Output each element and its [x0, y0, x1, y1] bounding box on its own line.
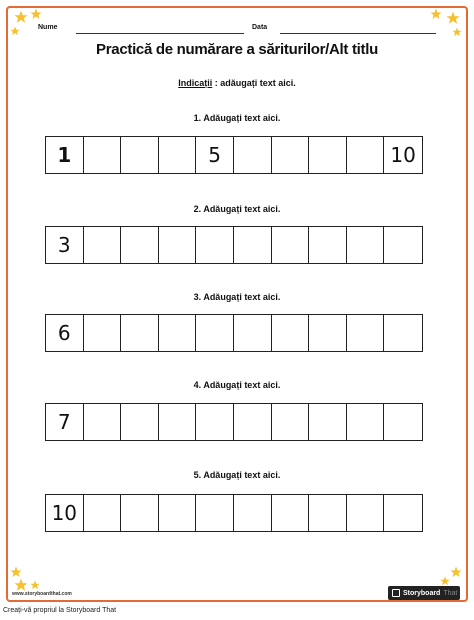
- number-row: [45, 136, 423, 174]
- number-cell[interactable]: 6: [46, 315, 84, 351]
- number-cell[interactable]: [159, 495, 197, 531]
- number-cell[interactable]: [196, 227, 234, 263]
- instructions-label: Indicații: [178, 78, 213, 88]
- storyboard-logo-suffix: That: [443, 589, 458, 597]
- star-icon: [452, 27, 462, 37]
- problem-title: 1. Adăugați text aici.: [193, 113, 281, 123]
- number-cell[interactable]: [384, 227, 422, 263]
- number-cell[interactable]: [121, 227, 159, 263]
- number-cell[interactable]: [309, 227, 347, 263]
- star-icon: [30, 8, 42, 20]
- star-icon: [450, 566, 462, 578]
- problem-title: 2. Adăugați text aici.: [193, 204, 281, 214]
- number-cell[interactable]: [347, 404, 385, 440]
- storyboard-logo[interactable]: [388, 586, 460, 600]
- star-icon: [10, 26, 20, 36]
- number-cell[interactable]: [309, 404, 347, 440]
- star-icon: [440, 576, 450, 586]
- number-row: [45, 226, 423, 264]
- number-cell[interactable]: [84, 137, 122, 173]
- instructions-text: : adăugați text aici.: [214, 78, 296, 88]
- number-cell[interactable]: [84, 315, 122, 351]
- number-cell[interactable]: [272, 495, 310, 531]
- problem-title: 4. Adăugați text aici.: [193, 380, 281, 390]
- number-cell[interactable]: [272, 137, 310, 173]
- problem-title: 5. Adăugați text aici.: [193, 470, 281, 480]
- number-cell[interactable]: [121, 137, 159, 173]
- number-cell[interactable]: [234, 495, 272, 531]
- number-cell[interactable]: [384, 495, 422, 531]
- date-line[interactable]: [280, 33, 436, 34]
- number-cell[interactable]: [347, 315, 385, 351]
- date-label: Data: [252, 24, 268, 31]
- number-cell[interactable]: [159, 137, 197, 173]
- number-cell[interactable]: 10: [46, 495, 84, 531]
- page-title: Practică de numărare a săriturilor/Alt titlu: [96, 41, 378, 58]
- star-icon: [10, 566, 22, 578]
- storyboard-logo-icon: [392, 589, 400, 597]
- number-cell[interactable]: [84, 495, 122, 531]
- name-label: Nume: [38, 24, 58, 31]
- number-cell[interactable]: [234, 137, 272, 173]
- number-row: [45, 403, 423, 441]
- name-line[interactable]: [76, 33, 244, 34]
- number-cell[interactable]: [309, 495, 347, 531]
- number-cell[interactable]: [347, 137, 385, 173]
- number-cell[interactable]: [309, 137, 347, 173]
- number-cell[interactable]: [272, 315, 310, 351]
- number-cell[interactable]: [309, 315, 347, 351]
- number-cell[interactable]: [121, 315, 159, 351]
- number-cell[interactable]: [347, 495, 385, 531]
- number-cell[interactable]: [196, 404, 234, 440]
- number-cell[interactable]: [84, 404, 122, 440]
- number-cell[interactable]: [234, 315, 272, 351]
- number-cell[interactable]: [234, 404, 272, 440]
- number-cell[interactable]: [384, 315, 422, 351]
- number-cell[interactable]: [347, 227, 385, 263]
- number-cell[interactable]: [121, 404, 159, 440]
- footer-credit[interactable]: Creați-vă propriul la Storyboard That: [3, 607, 117, 614]
- star-icon: [446, 11, 460, 25]
- number-cell[interactable]: 3: [46, 227, 84, 263]
- star-icon: [30, 580, 40, 590]
- star-icon: [430, 8, 442, 20]
- number-cell[interactable]: 1: [46, 137, 84, 173]
- problem-title: 3. Adăugați text aici.: [193, 292, 281, 302]
- number-cell[interactable]: [159, 404, 197, 440]
- number-cell[interactable]: [159, 227, 197, 263]
- number-cell[interactable]: 10: [390, 143, 416, 167]
- number-cell[interactable]: [272, 404, 310, 440]
- number-cell[interactable]: 7: [46, 404, 84, 440]
- number-row: [45, 314, 423, 352]
- number-cell[interactable]: [121, 495, 159, 531]
- number-cell[interactable]: [196, 315, 234, 351]
- number-row: [45, 494, 423, 532]
- star-icon: [14, 10, 28, 24]
- number-cell[interactable]: 5: [196, 137, 234, 173]
- number-cell[interactable]: [384, 404, 422, 440]
- storyboard-url[interactable]: www.storyboardthat.com: [12, 591, 72, 597]
- number-cell[interactable]: [159, 315, 197, 351]
- number-cell[interactable]: [196, 495, 234, 531]
- instructions: [100, 78, 374, 88]
- number-cell[interactable]: [272, 227, 310, 263]
- name-date-row: [36, 24, 436, 38]
- number-cell[interactable]: [234, 227, 272, 263]
- number-cell[interactable]: [84, 227, 122, 263]
- star-icon: [14, 578, 28, 592]
- storyboard-logo-text: Storyboard: [403, 589, 441, 597]
